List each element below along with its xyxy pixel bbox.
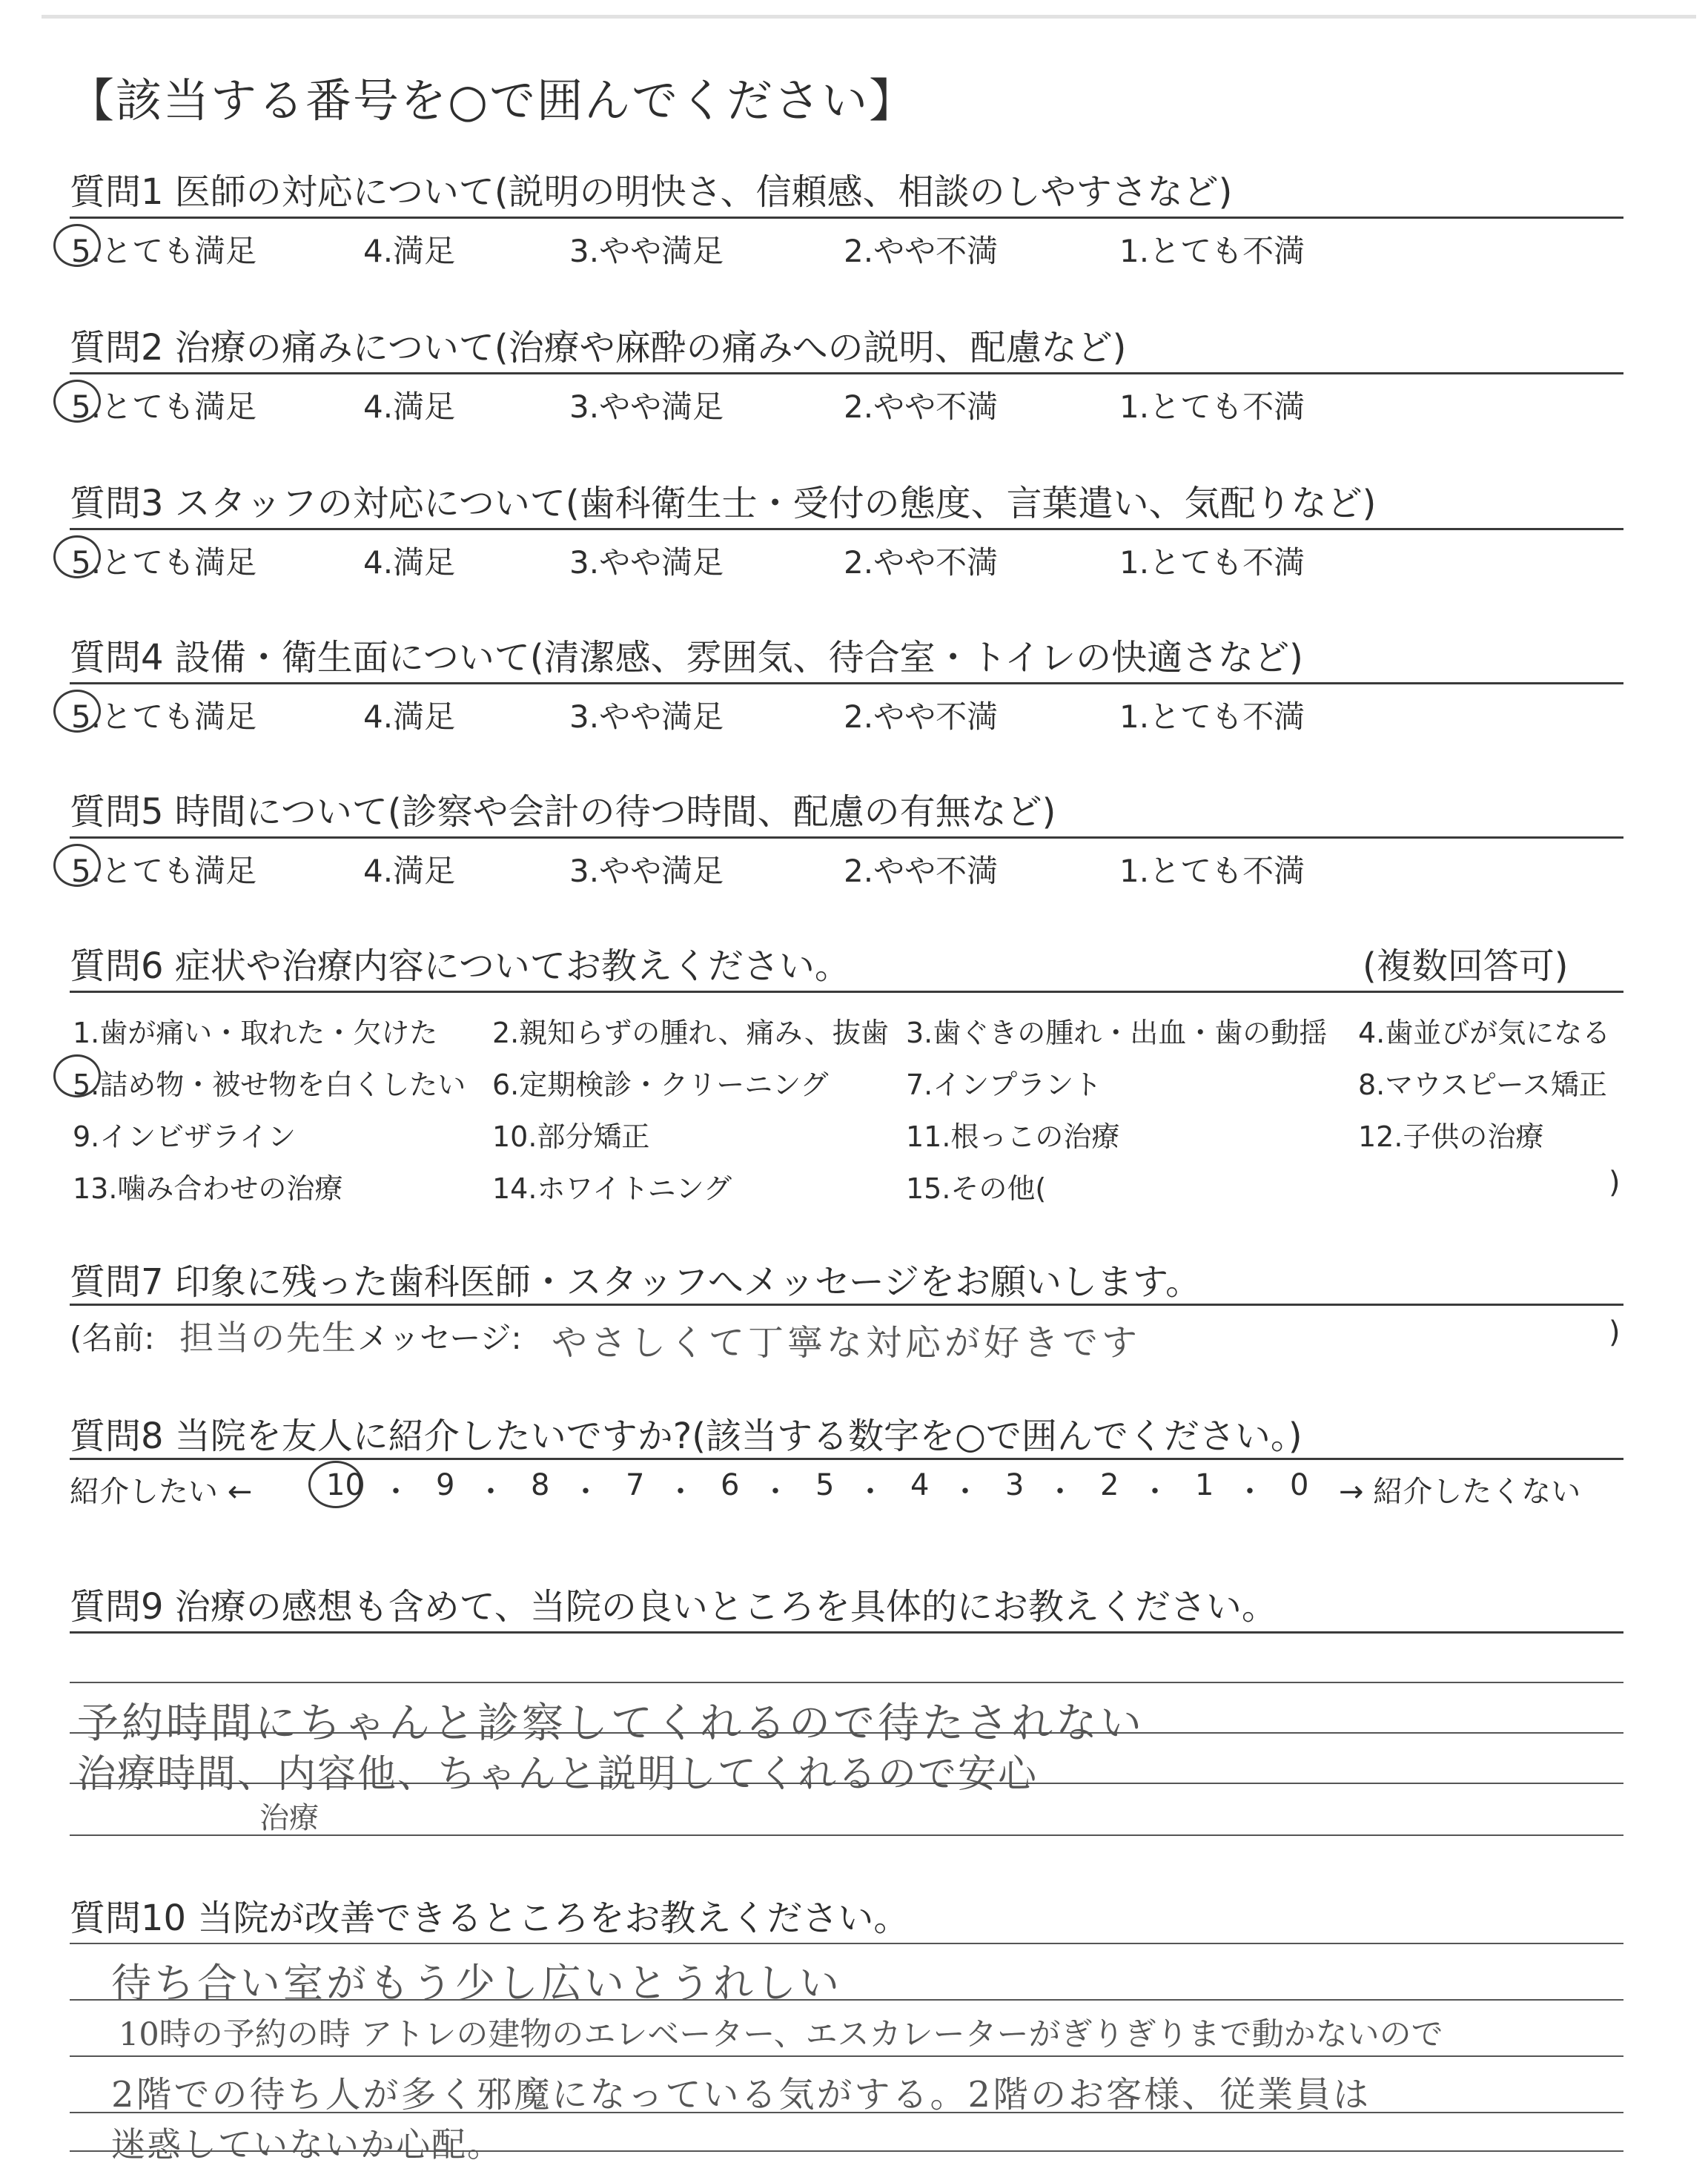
q10-answer-line-4[interactable]: 迷惑していないか心配。 [111,2124,503,2160]
q6-rule [70,991,1623,993]
q6-item-12[interactable]: 12.子供の治療 [1358,1120,1544,1153]
q7-rule [70,1304,1623,1306]
q4-rule [70,682,1623,684]
q8-scale-7[interactable]: 7 [626,1468,645,1502]
q10-rule-3 [70,2055,1623,2057]
q3-option-1[interactable]: 1.とても不満 [1119,544,1305,581]
q6-item-5[interactable]: 5.詰め物・被せ物を白くしたい [73,1069,466,1101]
q2-option-2[interactable]: 2.やや不満 [844,389,999,425]
q8-dot: ・ [1140,1475,1170,1509]
q4-option-5[interactable]: 5.とても満足 [71,698,257,735]
q8-dot: ・ [1045,1475,1075,1509]
q4-option-2[interactable]: 2.やや不満 [844,698,999,735]
q10-rule-1 [70,1943,1623,1944]
q3-option-3[interactable]: 3.やや満足 [569,544,724,581]
q8-dot: ・ [381,1475,411,1509]
q9-answer-line-2[interactable]: 治療時間、内容他、ちゃんと説明してくれるので安心 [77,1752,1039,1797]
q3-option-5[interactable]: 5.とても満足 [71,544,257,581]
q8-scale-10[interactable]: 10 [326,1468,364,1502]
q4-option-3[interactable]: 3.やや満足 [569,698,724,735]
q7-message-value[interactable]: やさしくて丁寧な対応が好きです [552,1322,1142,1364]
q8-scale-1[interactable]: 1 [1195,1468,1214,1502]
q8-scale-2[interactable]: 2 [1100,1468,1119,1502]
q2-title: 質問2 治療の痛みについて(治療や麻酔の痛みへの説明、配慮など) [70,327,1127,369]
q7-name-label: (名前: [70,1320,155,1356]
q8-dot: ・ [476,1475,506,1509]
q8-scale-3[interactable]: 3 [1005,1468,1025,1502]
q4-title: 質問4 設備・衛生面について(清潔感、雰囲気、待合室・トイレの快適さなど) [70,637,1303,678]
q6-item-2[interactable]: 2.親知らずの腫れ、痛み、抜歯 [492,1017,889,1049]
q5-option-4[interactable]: 4.満足 [363,853,456,889]
q8-scale-6[interactable]: 6 [721,1468,740,1502]
q10-answer-line-1[interactable]: 待ち合い室がもう少し広いとうれしい [111,1960,842,2007]
q1-option-4[interactable]: 4.満足 [363,233,456,269]
q3-option-2[interactable]: 2.やや不満 [844,544,999,581]
q1-title: 質問1 医師の対応について(説明の明快さ、信頼感、相談のしやすさなど) [70,171,1233,213]
q8-scale-0[interactable]: 0 [1290,1468,1309,1502]
q6-other-close-paren: ) [1609,1166,1621,1200]
q8-right-label: → 紹介したくない [1339,1475,1581,1509]
q8-dot: ・ [666,1475,695,1509]
q3-rule [70,528,1623,530]
q6-item-4[interactable]: 4.歯並びが気になる [1358,1017,1611,1049]
q7-name-value[interactable]: 担当の先生 [179,1318,357,1358]
q5-option-5[interactable]: 5.とても満足 [71,853,257,889]
q6-item-11[interactable]: 11.根っこの治療 [906,1120,1120,1153]
q6-item-1[interactable]: 1.歯が痛い・取れた・欠けた [73,1017,438,1049]
q1-option-2[interactable]: 2.やや不満 [844,233,999,269]
q6-item-14[interactable]: 14.ホワイトニング [492,1172,732,1205]
q8-dot: ・ [1235,1475,1265,1509]
q8-rule [70,1458,1623,1460]
q8-title: 質問8 当院を友人に紹介したいですか?(該当する数字を○で囲んでください。) [70,1416,1302,1457]
q7-message-label: メッセージ: [357,1320,522,1356]
q3-title: 質問3 スタッフの対応について(歯科衛生士・受付の態度、言葉遣い、気配りなど) [70,483,1377,524]
q5-option-3[interactable]: 3.やや満足 [569,853,724,889]
q6-item-3[interactable]: 3.歯ぐきの腫れ・出血・歯の動揺 [906,1017,1328,1049]
q6-item-9[interactable]: 9.インビザライン [73,1120,297,1153]
q1-option-5[interactable]: 5.とても満足 [71,233,257,269]
q10-answer-line-2[interactable]: 10時の予約の時 アトレの建物のエレベーター、エスカレーターがぎりぎりまで動かないので [119,2016,1443,2053]
q1-option-3[interactable]: 3.やや満足 [569,233,724,269]
q8-dot: ・ [761,1475,790,1509]
q9-rule-2 [70,1682,1623,1683]
q1-option-1[interactable]: 1.とても不満 [1119,233,1305,269]
q6-title: 質問6 症状や治療内容についてお教えください。 [70,945,850,987]
q2-option-5[interactable]: 5.とても満足 [71,389,257,425]
q6-item-8[interactable]: 8.マウスピース矯正 [1358,1069,1607,1101]
q8-scale [70,1468,1623,1513]
q10-title: 質問10 当院が改善できるところをお教えください。 [70,1898,910,1939]
q9-answer-line-1[interactable]: 予約時間にちゃんと診察してくれるので待たされない [77,1700,1145,1748]
q8-left-label: 紹介したい ← [70,1475,253,1509]
q2-option-1[interactable]: 1.とても不満 [1119,389,1305,425]
q6-note: (複数回答可) [1363,945,1569,987]
q4-option-4[interactable]: 4.満足 [363,698,456,735]
q5-option-2[interactable]: 2.やや不満 [844,853,999,889]
q6-item-13[interactable]: 13.噛み合わせの治療 [73,1172,343,1205]
q8-scale-5[interactable]: 5 [815,1468,835,1502]
q8-scale-8[interactable]: 8 [531,1468,550,1502]
q10-answer-line-3[interactable]: 2階での待ち人が多く邪魔になっている気がする。2階のお客様、従業員は [111,2074,1371,2116]
page-heading: 【該当する番号を○で囲んでください】 [68,73,917,128]
q9-title: 質問9 治療の感想も含めて、当院の良いところを具体的にお教えください。 [70,1586,1277,1628]
q8-scale-4[interactable]: 4 [910,1468,930,1502]
q8-dot: ・ [855,1475,885,1509]
q3-option-4[interactable]: 4.満足 [363,544,456,581]
q8-scale-9[interactable]: 9 [436,1468,455,1502]
q4-option-1[interactable]: 1.とても不満 [1119,698,1305,735]
q5-option-1[interactable]: 1.とても不満 [1119,853,1305,889]
q9-answer-insertion[interactable]: 治療 [259,1801,319,1835]
q2-rule [70,372,1623,374]
q6-item-6[interactable]: 6.定期検診・クリーニング [492,1069,829,1101]
q6-item-7[interactable]: 7.インプラント [906,1069,1102,1101]
q5-rule [70,836,1623,839]
q1-rule [70,217,1623,219]
top-rule [42,15,1696,19]
q5-title: 質問5 時間について(診察や会計の待つ時間、配慮の有無など) [70,791,1056,833]
q2-option-4[interactable]: 4.満足 [363,389,456,425]
q6-item-15[interactable]: 15.その他( [906,1172,1047,1205]
q7-close-paren: ) [1609,1315,1621,1350]
q2-option-3[interactable]: 3.やや満足 [569,389,724,425]
q9-rule-1 [70,1631,1623,1634]
q8-dot: ・ [950,1475,980,1509]
q8-dot: ・ [571,1475,600,1509]
q6-item-10[interactable]: 10.部分矯正 [492,1120,650,1153]
q7-title: 質問7 印象に残った歯科医師・スタッフへメッセージをお願いします。 [70,1261,1202,1303]
